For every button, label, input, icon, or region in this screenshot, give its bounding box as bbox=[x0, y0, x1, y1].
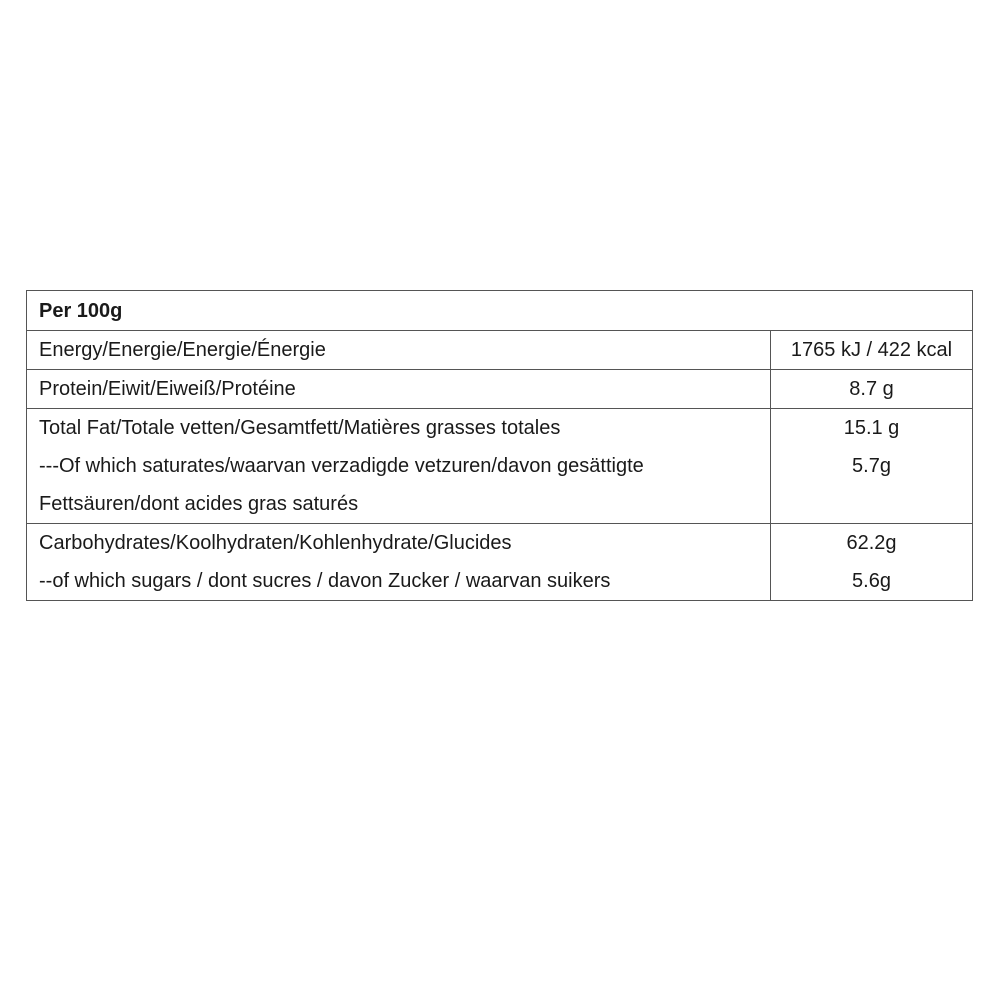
energy-value-cell bbox=[771, 331, 973, 370]
sugars-label: --of which sugars / dont sucres / davon Zucker / waarvan suikers bbox=[39, 570, 611, 592]
per-100g-header: Per 100g bbox=[27, 291, 973, 331]
table-header-row bbox=[27, 291, 973, 331]
energy-value: 1765 kJ / 422 kcal bbox=[790, 339, 953, 361]
carbohydrates-value: 62.2g bbox=[846, 532, 897, 554]
table-row-energy bbox=[27, 331, 973, 370]
table-row-carbohydrates bbox=[27, 524, 973, 601]
sugars-value: 5.6g bbox=[852, 570, 891, 592]
fat-label-cell bbox=[27, 409, 771, 524]
protein-label-cell bbox=[27, 370, 771, 409]
saturates-label-line-1: ---Of which saturates/waarvan verzadigde vetzuren/davon gesättigte bbox=[39, 455, 644, 477]
protein-value-cell bbox=[771, 370, 973, 409]
energy-label: Energy/Energie/Energie/Énergie bbox=[39, 339, 326, 361]
protein-label: Protein/Eiwit/Eiweiß/Protéine bbox=[39, 378, 296, 400]
saturates-label-line-2: Fettsäuren/dont acides gras saturés bbox=[39, 493, 359, 515]
carbohydrates-label: Carbohydrates/Koolhydraten/Kohlenhydrate/Glucides bbox=[39, 532, 512, 554]
fat-value-cell bbox=[771, 409, 973, 524]
table-row-fat bbox=[27, 409, 973, 524]
protein-value: 8.7 g bbox=[849, 378, 894, 400]
total-fat-value: 15.1 g bbox=[843, 417, 900, 439]
carbohydrates-label-cell bbox=[27, 524, 771, 601]
nutrition-table bbox=[26, 290, 973, 601]
saturates-value-blank bbox=[775, 485, 968, 523]
saturates-value: 5.7g bbox=[852, 455, 891, 477]
energy-label-cell bbox=[27, 331, 771, 370]
table-row-protein bbox=[27, 370, 973, 409]
carbohydrates-value-cell bbox=[771, 524, 973, 601]
total-fat-label: Total Fat/Totale vetten/Gesamtfett/Matières grasses totales bbox=[39, 417, 561, 439]
